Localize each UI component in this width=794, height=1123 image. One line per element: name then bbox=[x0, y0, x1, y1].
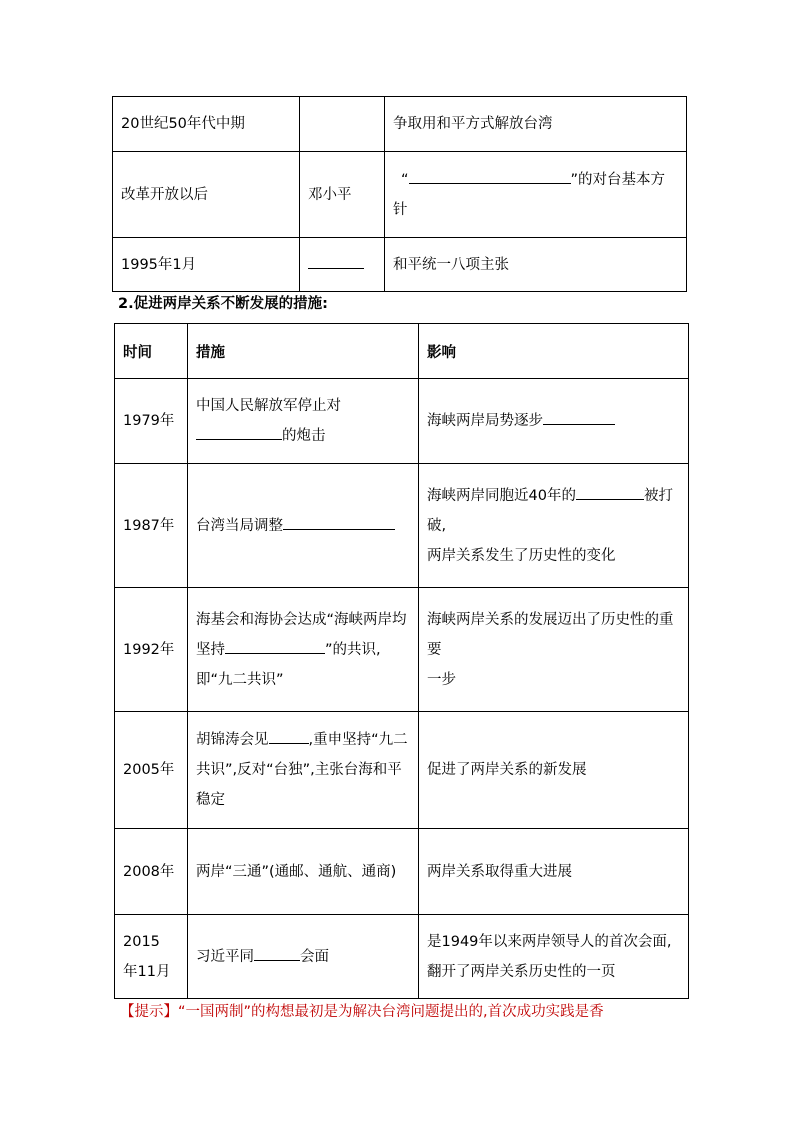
time-text: 2015 bbox=[123, 933, 160, 950]
measure-text: 胡锦涛会见 bbox=[196, 732, 269, 748]
policy-prefix: “ bbox=[401, 171, 409, 188]
policy-cell: 和平统一八项主张 bbox=[385, 238, 687, 292]
effect-text: 海峡两岸关系的发展迈出了历史性的重要 bbox=[427, 611, 674, 658]
person-cell: 邓小平 bbox=[300, 152, 385, 238]
policy-suffix: ”的对台基本方针 bbox=[393, 171, 666, 218]
header-row bbox=[115, 324, 689, 379]
header-effect: 影响 bbox=[419, 324, 689, 379]
time-cell: 2008年 bbox=[115, 829, 188, 915]
time-cell: 1992年 bbox=[115, 588, 188, 712]
table-row bbox=[115, 829, 689, 915]
period-cell: 改革开放以后 bbox=[113, 152, 300, 238]
table-row bbox=[115, 379, 689, 464]
measure-text: 中国人民解放军停止对 bbox=[196, 398, 341, 414]
time-cell: 2005年 bbox=[115, 712, 188, 829]
time-text: 年11月 bbox=[123, 963, 171, 980]
effect-text: 被打破, bbox=[427, 487, 673, 534]
effect-cell: 促进了两岸关系的新发展 bbox=[419, 712, 689, 829]
measure-cell bbox=[188, 588, 419, 712]
header-measure: 措施 bbox=[188, 324, 419, 379]
time-cell bbox=[115, 915, 188, 999]
section-title: 2.促进两岸关系不断发展的措施: bbox=[118, 296, 328, 312]
answer-blank[interactable] bbox=[269, 727, 309, 744]
effect-text: 一步 bbox=[427, 671, 456, 688]
hint-text: “一国两制”的构想最初是为解决台湾问题提出的,首次成功实践是香 bbox=[178, 1004, 604, 1020]
policy-cell: 争取用和平方式解放台湾 bbox=[385, 97, 687, 152]
answer-blank[interactable] bbox=[543, 408, 615, 425]
effect-cell bbox=[419, 464, 689, 588]
measure-text: 习近平同 bbox=[196, 948, 254, 965]
measure-cell bbox=[188, 379, 419, 464]
period-cell: 20世纪50年代中期 bbox=[113, 97, 300, 152]
measure-cell bbox=[188, 464, 419, 588]
time-cell: 1979年 bbox=[115, 379, 188, 464]
effect-cell: 是1949年以来两岸领导人的首次会面,翻开了两岸关系历史性的一页 bbox=[419, 915, 689, 999]
effect-text: 海峡两岸局势逐步 bbox=[427, 413, 543, 429]
answer-blank[interactable] bbox=[225, 637, 325, 654]
answer-blank[interactable] bbox=[283, 513, 395, 530]
table-row bbox=[113, 238, 687, 292]
effect-cell: 两岸关系取得重大进展 bbox=[419, 829, 689, 915]
measure-text: 台湾当局调整 bbox=[196, 517, 283, 534]
hint-note bbox=[120, 1000, 604, 1024]
effect-text: 海峡两岸同胞近40年的 bbox=[427, 487, 576, 504]
measure-text: 海基会和海协会达成“海峡两岸均坚持 bbox=[196, 611, 407, 658]
table-row bbox=[113, 152, 687, 238]
measure-cell: 两岸“三通”(通邮、通航、通商) bbox=[188, 829, 419, 915]
person-cell bbox=[300, 238, 385, 292]
measures-table bbox=[114, 323, 689, 999]
measure-text: ,重申坚持“九二共识”,反对“台独”,主张台海和平稳定 bbox=[196, 732, 408, 808]
table-row bbox=[113, 97, 687, 152]
policy-cell bbox=[385, 152, 687, 238]
measure-text: ”的共识,即“九二共识” bbox=[196, 641, 381, 688]
answer-blank[interactable] bbox=[308, 252, 364, 269]
effect-cell bbox=[419, 588, 689, 712]
measure-cell bbox=[188, 915, 419, 999]
table-row bbox=[115, 915, 689, 999]
table-row bbox=[115, 464, 689, 588]
answer-blank[interactable] bbox=[409, 167, 571, 184]
effect-cell bbox=[419, 379, 689, 464]
table-row bbox=[115, 712, 689, 829]
header-time: 时间 bbox=[115, 324, 188, 379]
measure-text: 的炮击 bbox=[282, 428, 326, 444]
hint-tag: 【提示】 bbox=[120, 1004, 178, 1020]
policy-table bbox=[112, 96, 687, 292]
table-row bbox=[115, 588, 689, 712]
answer-blank[interactable] bbox=[254, 944, 300, 961]
person-cell bbox=[300, 97, 385, 152]
time-cell: 1987年 bbox=[115, 464, 188, 588]
period-cell: 1995年1月 bbox=[113, 238, 300, 292]
measure-cell bbox=[188, 712, 419, 829]
answer-blank[interactable] bbox=[576, 483, 644, 500]
answer-blank[interactable] bbox=[196, 423, 282, 440]
effect-text: 两岸关系发生了历史性的变化 bbox=[427, 547, 616, 564]
measure-text: 会面 bbox=[300, 948, 329, 965]
